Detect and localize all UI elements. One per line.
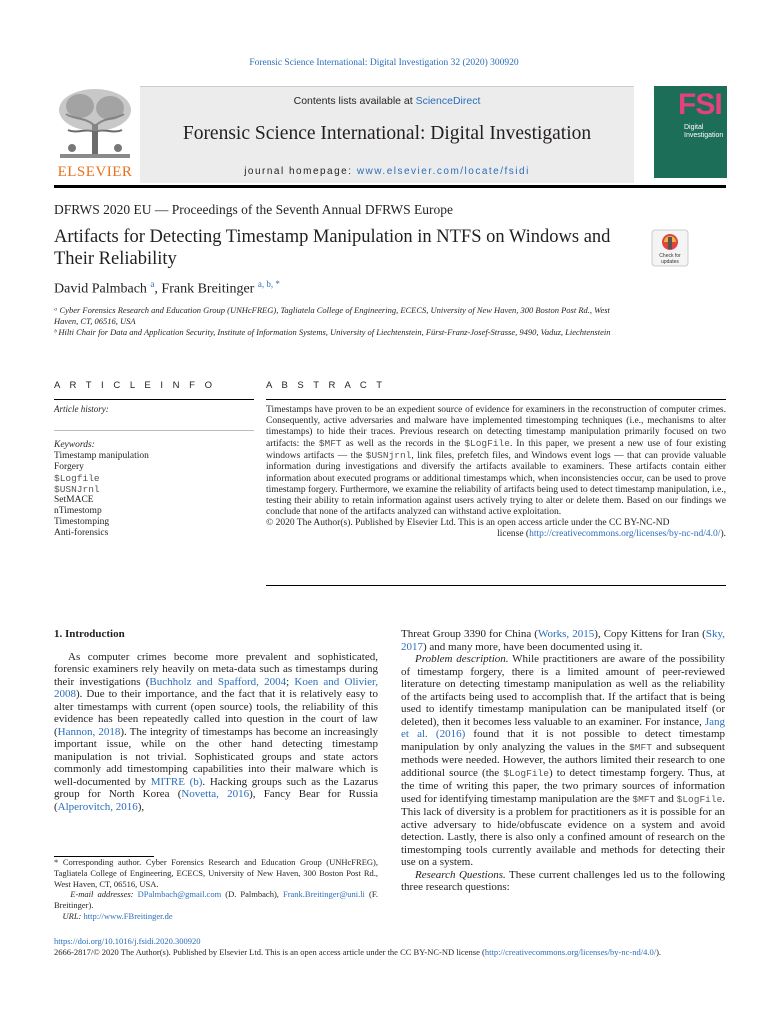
article-title: Artifacts for Detecting Timestamp Manipulation in NTFS on Windows and Their Reliability [54,227,611,269]
citation-link[interactable]: MITRE (b) [150,775,203,788]
keyword: Timestomping [54,517,110,527]
masthead-rule [54,185,726,188]
body-column-left [54,628,378,813]
article-history-label: Article history: [54,404,109,414]
section-heading-introduction: 1. Introduction [54,628,125,640]
keyword: Forgery [54,462,84,472]
contents-line [140,95,634,107]
issn-line [54,947,726,958]
abstract-text-run: , link files, prefetch files, and Windows event logs — that can provide valuable information during investigations and diversify the artifacts available to examiners. These artifacts contain either information about executed programs or additional timestamps which, when inconsistencies occur, can be used to prove timestamp forgery. Furthermore, we examine the reliability of artifacts being used to detect timestamp manipulation, i.e., testing their ability to retain information against users actively trying to alter or delete them. Based on our findings we conclude that none of the artifacts analyzed can withstand active exploitation. [266,451,726,517]
body-column-right [401,628,725,894]
cover-subtitle-2: Investigation [684,132,724,139]
body-paragraph [401,869,725,894]
citation-link[interactable]: Koen and Olivier, 2008 [54,675,378,700]
citation-link[interactable]: Novetta, 2016 [181,788,250,800]
email-link[interactable]: Frank.Breitinger@uni.li [282,889,365,900]
license-link[interactable]: http://creativecommons.org/licenses/by-nc-nd/4.0/ [529,529,721,540]
keyword-list [54,440,254,539]
contents-prefix: Contents lists available at [293,95,416,107]
url-note [54,911,378,922]
citation-link[interactable]: Hannon, 2018 [57,725,121,738]
code-term: $MFT [318,438,342,450]
text-run: Threat Group 3390 for China ( [401,628,538,640]
text-run: ; [286,675,295,688]
proceedings-line: DFRWS 2020 EU — Proceedings of the Seventh Annual DFRWS Europe [54,202,453,217]
code-term: $LogFile [503,767,549,779]
keywords-label: Keywords: [54,440,95,450]
text-run: ), [137,800,145,813]
check-for-updates-badge[interactable] [651,229,689,267]
homepage-url-link[interactable]: http://www.FBreitinger.de [83,910,173,921]
masthead [54,86,724,182]
doi-link[interactable]: https://doi.org/10.1016/j.fsidi.2020.300920 [54,936,201,946]
author-affiliation-mark[interactable]: a, b, * [257,279,280,289]
text-run: and [655,792,677,805]
divider [54,399,254,400]
url-label: URL: [62,910,82,921]
divider [266,585,726,586]
paragraph-label: Problem description. [415,653,509,665]
citation-link[interactable]: Buchholz and Spafford, 2004 [149,675,287,688]
text-run: These current challenges led us to the following three research questions: [401,868,725,893]
keyword: $Logfile [54,473,100,484]
footnotes [54,857,378,922]
email-label: E-mail addresses: [70,889,134,900]
keyword: nTimestomp [54,506,102,516]
email-owner: (F. Breitinger). [54,889,379,911]
citation-link[interactable]: Jang et al. (2016) [401,715,725,740]
email-owner: (D. Palmbach), [221,889,283,900]
abstract-text-run: . In this paper, we present a new use of four existing windows artifacts — the [266,439,726,462]
cover-fsi-wordmark: FSI [678,88,722,121]
body-paragraph [401,653,725,869]
sciencedirect-link[interactable]: ScienceDirect [415,95,481,107]
homepage-link[interactable]: www.elsevier.com/locate/fsidi [356,166,530,177]
text-run: and subsequent methods were needed. However, the authors limited their research to one additional source (the [401,740,725,779]
keyword: SetMACE [54,495,94,505]
divider [54,430,254,431]
affiliation-a: ᵃ Cyber Forensics Research and Education Group (UNHcFREG), Tagliatela College of Engineering, ECECS, University of New Haven, 300 Boston Post Rd., West Haven, CT, 06516, USA [54,305,610,326]
footer-license-suffix: ). [656,946,662,957]
cover-subtitle-1: Digital [684,124,704,131]
elsevier-logo [54,86,136,180]
journal-banner [140,86,634,183]
abstract-body [266,405,726,540]
abstract-text-run: Timestamps have proven to be an expedient source of evidence for examiners in the reconstruction of computer crimes. Consequently, active adversaries and malware have implemented timestomping techniques (i.e., mechanisms to alter timestamps) to hide their traces. Previous research on detecting timestamp manipulation primarily focused on two artifacts: the [266,405,726,450]
author-name: Frank Breitinger [161,281,255,297]
text-run: ) and many more, have been documented using it. [423,640,643,653]
corresponding-author-note: * Corresponding author. Cyber Forensics Research and Education Group (UNHcFREG), Tagliatela College of Engineering, ECECS, University of New Haven, 300 Boston Post Rd., West Haven, CT, 06516, USA. [54,857,378,889]
code-term: $USNjrnl [365,450,412,462]
abstract-copyright: © 2020 The Author(s). Published by Elsevier Ltd. This is an open access article under the CC BY-NC-ND [266,517,670,528]
running-head[interactable]: Forensic Science International: Digital Investigation 32 (2020) 300920 [249,58,519,68]
homepage-line [140,166,634,177]
text-run: ) to detect timestamp forgery. Thus, at the time of writing this paper, the two primary sources of information used for identifying timestamp manipulation are the [401,766,725,805]
tree-logo-icon [54,86,136,162]
journal-cover-image[interactable] [654,86,727,178]
abstract-license [266,529,726,540]
divider [266,399,726,400]
license-prefix: license ( [497,529,530,540]
email-note [54,889,378,911]
code-term: $LogFile [464,438,510,450]
code-term: $MFT [629,741,652,753]
issn-text: 2666-2817/© 2020 The Author(s). Published by Elsevier Ltd. This is an open access article under the CC BY-NC-ND license ( [54,946,485,957]
footer-license-link[interactable]: http://creativecommons.org/licenses/by-nc-nd/4.0/ [484,946,657,957]
text-run: As computer crimes become more prevalent and sophisticated, forensic examiners rely heavily on meta-data such as timestamps during their investigations ( [54,650,378,688]
article-info-heading: A R T I C L E I N F O [54,380,216,391]
citation-link[interactable]: Sky, 2017 [401,628,725,653]
affiliation-b: ᵇ Hilti Chair for Data and Application Security, Institute of Information Systems, University of Liechtenstein, Fürst-Franz-Josef-Strasse, 9490, Vaduz, Liechtenstein [54,327,611,337]
body-paragraph [54,651,378,814]
author-affiliation-mark[interactable]: a [150,279,155,289]
body-paragraph [401,628,725,653]
crossmark-line-1: Check for [659,253,681,259]
elsevier-wordmark: ELSEVIER [57,164,133,180]
keyword: Anti-forensics [54,528,109,538]
abstract-heading: A B S T R A C T [266,380,386,391]
homepage-prefix: journal homepage: [244,166,357,177]
crossmark-line-2: updates [661,259,679,265]
text-run: found that it is not possible to detect timestamp manipulation by only analyzing the values in the [401,728,725,753]
text-run: ). Due to their importance, and the fact that it is relatively easy to alter timestamps with current (open source) tools, the reliability of this evidence has been repeatedly called into question in the court of law ( [54,688,378,738]
code-term: $LogFile [676,793,723,805]
crossmark-icon [651,229,689,267]
text-run: ), Fancy Bear for Russia ( [54,788,378,813]
abstract-paragraph [266,405,726,518]
email-link[interactable]: DPalmbach@gmail.com [137,889,222,900]
journal-title: Forensic Science International: Digital Investigation [182,123,592,144]
author-list: David Palmbach $^a$, Frank Breitinger $^{a, b, *}$ [54,279,280,297]
paragraph-label: Research Questions. [415,868,506,881]
author-name: David Palmbach [54,281,147,297]
text-run: While practitioners are aware of the possibility of timestamp forgery, there is a limited amount of peer-reviewed literature on detecting timestamp manipulation as well as the reliability of the artifacts being used to accomplish that. If the artifact that is being used to identify timestamp manipulation can be manipulated itself (or deleted), then it becomes less valuable to an examiner. For instance, [401,653,725,728]
text-run: . Hacking groups such as the Lazarus group for North Korea ( [54,775,378,800]
page-footer [54,936,726,958]
license-suffix: ). [720,529,726,540]
keyword: Timestamp manipulation [54,451,149,461]
text-run: . This lack of diversity is a problem for practitioners as it is possible for an active adversary to hide/obfuscate evidence on a system and avoid detection. Lastly, there is also only a confined amount of research on the timestomping tools currently available and methods for detecting their use on a system. [401,792,726,868]
text-run: ). The integrity of timestamps has become an increasingly important issue, while on the other hand detecting timestamp manipulation is not trivial. Sophisticated groups and state actors commonly add timestomping capabilities into their malware which is well-documented by [54,725,379,788]
cover-subtitle [684,124,723,140]
keyword: $USNJrnl [54,484,100,495]
code-term: $MFT [632,793,656,805]
text-run: ), Copy Kittens for Iran ( [594,628,706,640]
citation-link[interactable]: Works, 2015 [537,628,595,640]
citation-link[interactable]: Alperovitch, 2016 [57,800,138,813]
abstract-text-run: as well as the records in the [341,439,465,450]
